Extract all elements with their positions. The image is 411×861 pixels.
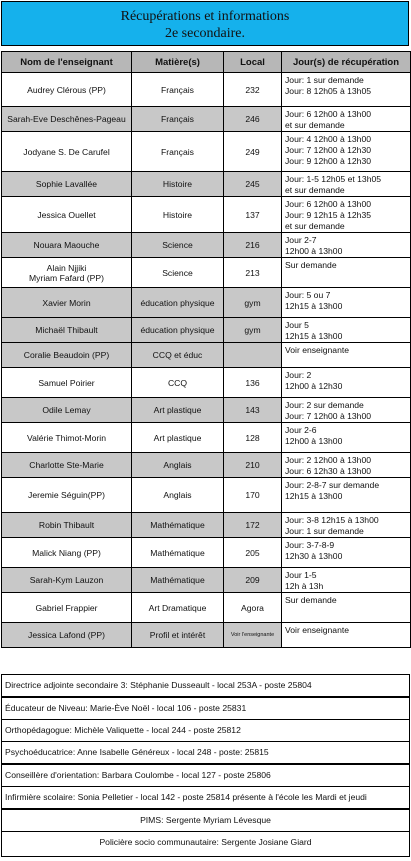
table-row	[2, 73, 411, 107]
table-row	[2, 107, 411, 132]
teacher-cell	[2, 538, 132, 568]
recovery-day-line: 12h15 à 13h00	[285, 491, 343, 501]
recovery-day-line: et sur demande	[285, 185, 345, 195]
teacher-cell	[2, 258, 132, 288]
teacher-cell	[2, 197, 132, 233]
staff-info-line: Éducateur de Niveau: Marie-Ève Noël - local 106 - poste 25831	[1, 697, 410, 720]
room-cell: 245	[224, 172, 282, 197]
recovery-day-line: et sur demande	[285, 221, 345, 231]
subject-cell: Art plastique	[132, 423, 224, 453]
recovery-day-line: Jour: 6 12h00 à 13h00	[285, 199, 372, 209]
room-cell: Agora	[224, 593, 282, 623]
room-cell: 205	[224, 538, 282, 568]
staff-info-line: PIMS: Sergente Myriam Lévesque	[1, 809, 410, 832]
recovery-day-line: Jour: 8 12h05 à 13h05	[285, 86, 372, 96]
room-cell: Voir l'enseignante	[224, 623, 282, 648]
room-cell: 136	[224, 368, 282, 398]
room-cell: gym	[224, 318, 282, 343]
teacher-cell	[2, 343, 132, 368]
teacher-cell	[2, 453, 132, 478]
recovery-day-line: 12h00 à 13h00	[285, 436, 343, 446]
staff-info-line: Directrice adjointe secondaire 3: Stéphanie Dusseault - local 253A - poste 25804	[1, 674, 410, 697]
teacher-cell	[2, 172, 132, 197]
teacher-cell	[2, 478, 132, 513]
recovery-day-line: Sur demande	[285, 595, 337, 605]
recovery-days-cell	[282, 197, 411, 233]
header-room: Local	[224, 52, 282, 73]
recovery-days-cell	[282, 258, 411, 288]
recovery-day-line: Jour 1-5	[285, 570, 317, 580]
recovery-day-line: 12h30 à 13h00	[285, 551, 343, 561]
staff-info-line: Psychoéducatrice: Anne Isabelle Généreux - local 248 - poste: 25815	[1, 741, 410, 764]
teacher-name: Robin Thibault	[38, 520, 95, 530]
subject-cell: Profil et intérêt	[132, 623, 224, 648]
subject-cell: CCQ et éduc	[132, 343, 224, 368]
recovery-days-cell	[282, 453, 411, 478]
table-row	[2, 288, 411, 318]
table-row	[2, 568, 411, 593]
recovery-day-line: Jour: 9 12h00 à 12h30	[285, 156, 372, 166]
recovery-day-line: Jour: 1 sur demande	[285, 75, 364, 85]
teacher-name: Sarah-Eve Deschênes-Pageau	[7, 114, 126, 124]
teacher-cell	[2, 368, 132, 398]
subject-cell: Mathématique	[132, 568, 224, 593]
teacher-name: Valérie Thimot-Morin	[27, 432, 106, 443]
recovery-table	[1, 51, 411, 648]
staff-info-line: Conseillère d'orientation: Barbara Coulombe - local 127 - poste 25806	[1, 764, 410, 787]
teacher-name: Xavier Morin	[42, 297, 91, 308]
teacher-name: Sarah-Kym Lauzon	[29, 575, 104, 585]
recovery-days-cell	[282, 398, 411, 423]
recovery-day-line: Jour: 1-5 12h05 et 13h05	[285, 174, 382, 184]
subject-cell: Anglais	[132, 478, 224, 513]
table-row	[2, 132, 411, 172]
staff-info-line: Policière socio communautaire: Sergente Josiane Giard	[1, 831, 410, 857]
room-cell: gym	[224, 288, 282, 318]
recovery-day-line: Jour: 5 ou 7	[285, 290, 331, 300]
teacher-name: Jessica Ouellet	[37, 209, 96, 220]
teacher-cell	[2, 233, 132, 258]
recovery-days-cell	[282, 593, 411, 623]
subject-cell: Histoire	[132, 197, 224, 233]
teacher-name: Charlotte Ste-Marie	[29, 460, 104, 470]
teacher-name: Jodyane S. De Carufel	[23, 146, 110, 157]
room-cell: 232	[224, 73, 282, 107]
table-row	[2, 398, 411, 423]
teacher-cell	[2, 318, 132, 343]
header-days: Jour(s) de récupération	[282, 52, 411, 73]
room-cell	[224, 343, 282, 368]
recovery-day-line: Jour: 9 12h15 à 12h35	[285, 210, 372, 220]
table-row	[2, 623, 411, 648]
recovery-days-cell	[282, 538, 411, 568]
recovery-days-cell	[282, 513, 411, 538]
recovery-days-cell	[282, 107, 411, 132]
recovery-day-line: Jour: 2 sur demande	[285, 400, 364, 410]
header-teacher: Nom de l'enseignant	[2, 52, 132, 73]
table-row	[2, 423, 411, 453]
teacher-name: Audrey Clérous (PP)	[27, 84, 106, 95]
teacher-name: Samuel Poirier	[38, 377, 95, 388]
teacher-cell	[2, 513, 132, 538]
teacher-cell	[2, 593, 132, 623]
room-cell: 216	[224, 233, 282, 258]
teacher-name: Gabriel Frappier	[35, 602, 98, 613]
recovery-day-line: Jour: 6 12h30 à 13h00	[285, 466, 372, 476]
subject-cell: éducation physique	[132, 318, 224, 343]
teacher-name: Odile Lemay	[42, 405, 91, 415]
recovery-days-cell	[282, 343, 411, 368]
document-title	[1, 1, 409, 46]
recovery-day-line: Jour: 2	[285, 370, 312, 380]
recovery-days-cell	[282, 318, 411, 343]
teacher-name: Alain Njjiki	[46, 262, 87, 273]
recovery-day-line: 12h00 à 12h30	[285, 381, 343, 391]
recovery-day-line: Jour: 3-7-8-9	[285, 540, 335, 550]
staff-info-line: Infirmière scolaire: Sonia Pelletier - local 142 - poste 25814 présente à l'école les Mardi et jeudi	[1, 786, 410, 809]
room-cell: 128	[224, 423, 282, 453]
recovery-day-line: Jour: 7 12h00 à 12h30	[285, 145, 372, 155]
teacher-name: Michaël Thibault	[35, 325, 98, 335]
room-cell: 213	[224, 258, 282, 288]
teacher-cell	[2, 423, 132, 453]
recovery-days-cell	[282, 132, 411, 172]
subject-cell: Mathématique	[132, 513, 224, 538]
table-row	[2, 172, 411, 197]
table-row	[2, 233, 411, 258]
subject-cell: Science	[132, 258, 224, 288]
table-row	[2, 343, 411, 368]
teacher-name: Malick Niang (PP)	[32, 547, 101, 558]
subject-cell: Anglais	[132, 453, 224, 478]
recovery-day-line: Jour: 3-8 12h15 à 13h00	[285, 515, 379, 525]
recovery-days-cell	[282, 233, 411, 258]
teacher-name: Nouara Maouche	[33, 240, 100, 250]
recovery-day-line: Voir enseignante	[285, 345, 350, 355]
room-cell: 170	[224, 478, 282, 513]
teacher-cell	[2, 107, 132, 132]
subject-cell: Mathématique	[132, 538, 224, 568]
subject-cell: éducation physique	[132, 288, 224, 318]
recovery-day-line: Jour 2-7	[285, 235, 317, 245]
room-cell: 209	[224, 568, 282, 593]
recovery-day-line: 12h15 à 13h00	[285, 301, 343, 311]
subject-cell: CCQ	[132, 368, 224, 398]
teacher-name: Sophie Lavallée	[35, 179, 98, 189]
subject-cell: Histoire	[132, 172, 224, 197]
teacher-name: Jeremie Séguin(PP)	[28, 490, 105, 500]
recovery-day-line: Jour 2-6	[285, 425, 317, 435]
recovery-days-cell	[282, 73, 411, 107]
table-row	[2, 453, 411, 478]
table-header-row	[2, 52, 411, 73]
teacher-cell	[2, 288, 132, 318]
teacher-cell	[2, 73, 132, 107]
teacher-cell	[2, 132, 132, 172]
subject-cell: Art Dramatique	[132, 593, 224, 623]
recovery-days-cell	[282, 288, 411, 318]
subject-cell: Français	[132, 73, 224, 107]
recovery-day-line: Jour: 7 12h00 à 13h00	[285, 411, 372, 421]
recovery-day-line: Jour: 2 12h00 à 13h00	[285, 455, 372, 465]
table-row	[2, 318, 411, 343]
teacher-name: Myriam Fafard (PP)	[29, 272, 104, 283]
room-cell: 143	[224, 398, 282, 423]
table-row	[2, 258, 411, 288]
subject-cell: Art plastique	[132, 398, 224, 423]
subject-cell: Science	[132, 233, 224, 258]
recovery-days-cell	[282, 423, 411, 453]
teacher-name: Coralie Beaudoin (PP)	[23, 350, 110, 360]
subject-cell: Français	[132, 107, 224, 132]
recovery-day-line: Jour: 4 12h00 à 13h00	[285, 134, 372, 144]
recovery-day-line: Jour: 2-8-7 sur demande	[285, 480, 380, 490]
recovery-days-cell	[282, 368, 411, 398]
table-row	[2, 593, 411, 623]
recovery-day-line: 12h à 13h	[285, 581, 324, 591]
recovery-day-line: Jour 5	[285, 320, 309, 330]
recovery-day-line: Jour: 6 12h00 à 13h00	[285, 109, 372, 119]
recovery-days-cell	[282, 623, 411, 648]
table-row	[2, 197, 411, 233]
teacher-name: Jessica Lafond (PP)	[28, 630, 105, 640]
table-row	[2, 513, 411, 538]
subject-cell: Français	[132, 132, 224, 172]
recovery-day-line: 12h15 à 13h00	[285, 331, 343, 341]
recovery-day-line: 12h00 à 13h00	[285, 246, 343, 256]
room-cell: 210	[224, 453, 282, 478]
recovery-day-line: Sur demande	[285, 260, 337, 270]
room-cell: 246	[224, 107, 282, 132]
room-cell: 137	[224, 197, 282, 233]
recovery-day-line: et sur demande	[285, 120, 345, 130]
recovery-day-line: Jour: 1 sur demande	[285, 526, 364, 536]
table-row	[2, 538, 411, 568]
recovery-days-cell	[282, 478, 411, 513]
title-line-2: 2e secondaire.	[164, 26, 246, 41]
teacher-cell	[2, 398, 132, 423]
recovery-days-cell	[282, 172, 411, 197]
room-cell: 172	[224, 513, 282, 538]
teacher-cell	[2, 623, 132, 648]
table-row	[2, 368, 411, 398]
title-line-1: Récupérations et informations	[120, 9, 290, 24]
header-subject: Matière(s)	[132, 52, 224, 73]
recovery-day-line: Voir enseignante	[285, 625, 350, 635]
room-cell: 249	[224, 132, 282, 172]
teacher-cell	[2, 568, 132, 593]
recovery-days-cell	[282, 568, 411, 593]
staff-info-line: Orthopédagogue: Michèle Valiquette - local 244 - poste 25812	[1, 719, 410, 742]
table-row	[2, 478, 411, 513]
